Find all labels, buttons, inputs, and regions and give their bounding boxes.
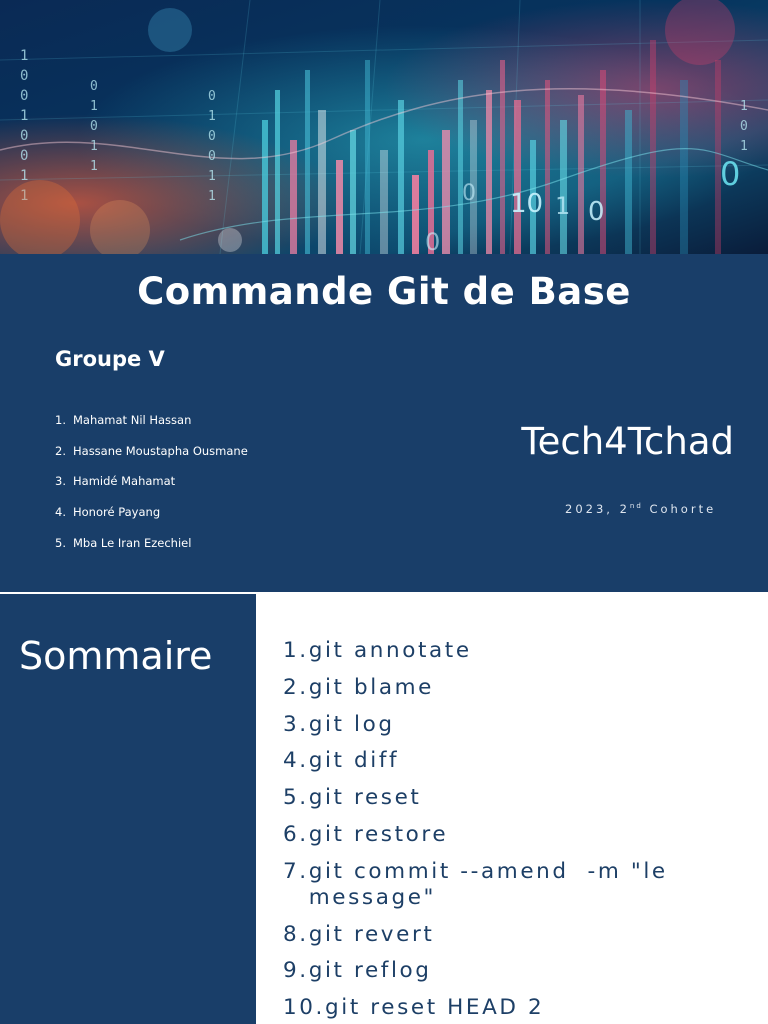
member-name: Mba Le Iran Ezechiel (73, 535, 192, 550)
summary-item: git commit --amend -m "le message" (308, 858, 678, 910)
summary-item: 4.git diff (283, 748, 400, 774)
cohort-ordinal: nd (629, 502, 643, 510)
svg-text:0: 0 (20, 88, 29, 104)
svg-text:1: 1 (740, 99, 748, 114)
list-number: 7. (283, 858, 309, 884)
svg-text:1: 1 (208, 189, 216, 204)
svg-text:0: 0 (20, 128, 29, 144)
list-item (55, 444, 248, 475)
list-item (283, 958, 753, 984)
svg-text:0: 0 (425, 228, 441, 254)
list-item (283, 922, 753, 948)
svg-text:0: 0 (20, 148, 29, 164)
svg-text:1: 1 (90, 139, 98, 154)
cohort-word: Cohorte (642, 502, 717, 516)
summary-item: 1.git annotate (283, 638, 472, 663)
list-item (283, 748, 753, 774)
svg-text:1: 1 (740, 139, 748, 154)
member-name: Honoré Payang (73, 505, 161, 520)
list-item (55, 474, 248, 505)
list-item (283, 675, 753, 701)
svg-text:0: 0 (90, 119, 98, 134)
member-name: Mahamat Nil Hassan (73, 413, 192, 427)
member-name: Hamidé Mahamat (73, 474, 176, 489)
members-list (55, 413, 248, 566)
list-item (283, 638, 753, 664)
summary-item: 3.git log (283, 711, 395, 737)
hero-graphic (0, 0, 768, 254)
list-number: 1. (55, 413, 66, 427)
svg-text:1: 1 (90, 159, 98, 174)
svg-text:0: 0 (588, 197, 605, 227)
svg-text:1: 1 (555, 192, 571, 220)
list-item (283, 822, 753, 848)
list-number: 4. (55, 505, 66, 520)
slide-title: Commande Git de Base (137, 270, 631, 313)
summary-title: Sommaire (19, 634, 213, 678)
list-item (283, 995, 753, 1021)
svg-text:0: 0 (208, 129, 216, 144)
summary-item: 9.git reflog (283, 958, 432, 984)
svg-text:10: 10 (510, 189, 544, 219)
svg-text:1: 1 (208, 109, 216, 124)
list-number: 2. (55, 443, 66, 458)
list-item (55, 505, 248, 536)
svg-text:0: 0 (208, 149, 216, 164)
summary-item: 6.git restore (283, 821, 449, 847)
svg-text:0: 0 (462, 181, 476, 206)
member-name: Hassane Moustapha Ousmane (73, 443, 248, 458)
group-title: Groupe V (55, 347, 165, 371)
summary-item: 5.git reset (283, 785, 422, 811)
cohort-label (565, 502, 716, 516)
cohort-year: 2023, 2 (565, 502, 630, 516)
svg-text:1: 1 (20, 108, 29, 124)
brand-name: Tech4Tchad (521, 420, 734, 463)
svg-text:1: 1 (20, 168, 29, 184)
summary-side-panel (0, 594, 256, 1024)
summary-item: 8.git revert (283, 921, 435, 947)
svg-text:1: 1 (90, 99, 98, 114)
summary-item: 10.git reset HEAD 2 (283, 995, 545, 1021)
list-number: 3. (55, 474, 66, 489)
list-item (55, 413, 248, 444)
list-number: 5. (55, 535, 66, 550)
list-item (283, 859, 753, 911)
list-item (283, 712, 753, 738)
svg-text:0: 0 (720, 155, 741, 193)
data-chart-background-image (0, 0, 768, 254)
svg-text:0: 0 (740, 119, 748, 134)
svg-text:0: 0 (20, 68, 29, 84)
summary-slide (0, 594, 768, 1024)
svg-text:0: 0 (90, 79, 98, 94)
list-item (55, 536, 248, 567)
list-item (283, 785, 753, 811)
svg-text:0: 0 (208, 89, 216, 104)
summary-list (283, 638, 753, 1024)
svg-text:1: 1 (20, 188, 29, 204)
svg-text:1: 1 (20, 48, 29, 64)
summary-item: 2.git blame (283, 674, 434, 700)
svg-text:1: 1 (208, 169, 216, 184)
